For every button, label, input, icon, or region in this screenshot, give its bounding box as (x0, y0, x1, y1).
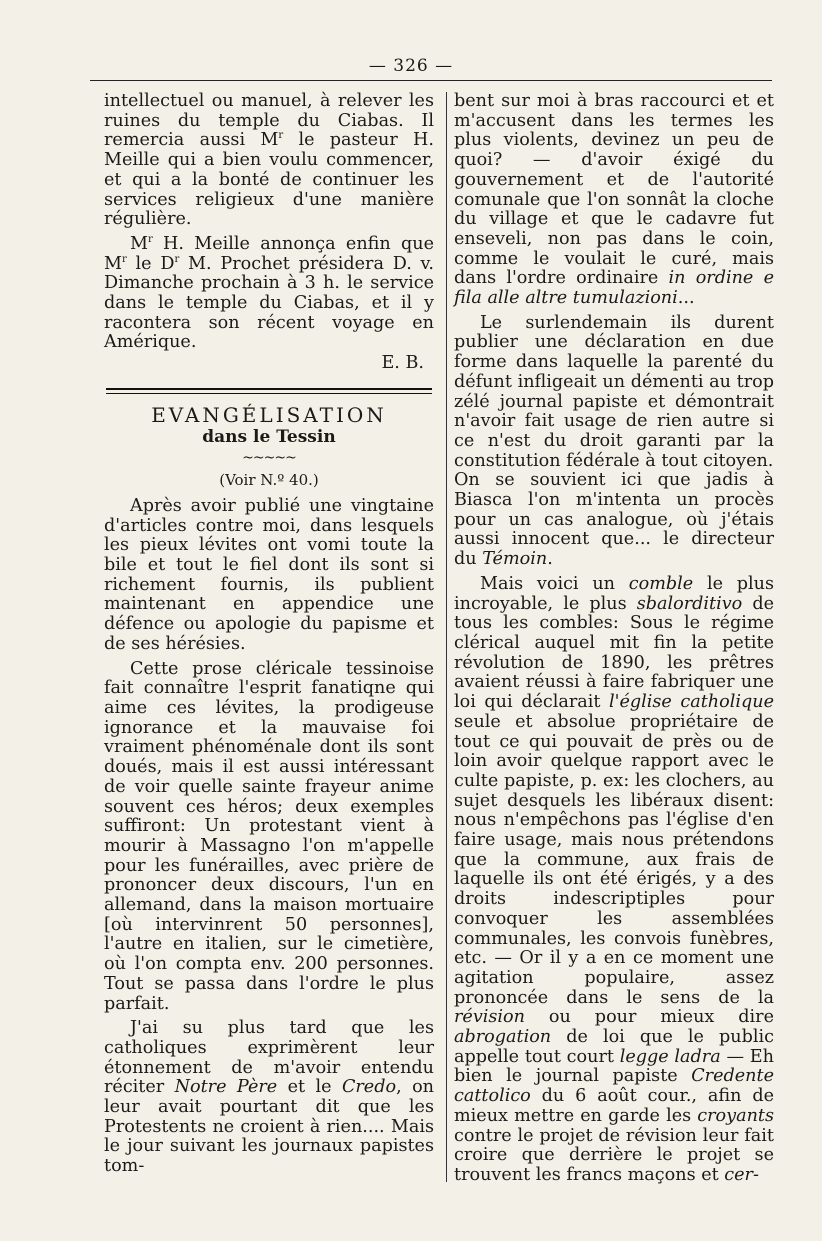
section-title: EVANGÉLISATION (151, 402, 387, 427)
paragraph: Le surlendemain ils durent publier une déclaration en due forme dans laquelle la parenté du défunt infligeait un démenti au trop zélé journal papiste et démontrait n'avoir fait usage de rien autre si ce n'est du droit garanti par la constitution fédérale à tout citoyen. (454, 312, 774, 471)
paragraph: Après avoir publié une vingtaine d'articles contre moi, dans lesquels les pieux lévites ont vomi toute la bile et tout le fiel dont ils sont si richement fournis, ils publient maintenant en appendice une défence ou apologie du papisme et de ses hérésies. (104, 495, 434, 654)
paragraph: Mais voici un comble le plus incroyable, le plus sbalorditivo de tous les combles: Sous le régime clérical auquel mit fin la petite révolution de 1890, les prêtres avaient réussi à faire fabriquer une loi qui déclarait l'église catholique seule et absolue propriétaire de tout ce qui pouvait de près ou de loin avoir quelque rapport avec le culte papiste, p. ex: les clochers, au sujet desquels les libéraux disent: nous n'empêchons pas l'église d'en faire usage, mais nous prétendons que la commune, aux frais de laquelle ils ont été érigés, y a des droits indescriptiples pour convoquer les assemblées communales, les convois funèbres, etc. — Or il y a en ce moment une agitation populaire, assez prononcée dans le sens de la révision ou pour mieux dire abrogation de loi que le public appelle tout court legge ladra — Eh bien le journal papiste Credente cattolico du 6 août cour., afin de mieux mettre en garde les croyants contre le projet de révision leur fait croire que derrière le projet se trouvent les francs maçons et cer- (454, 573, 774, 1185)
section-subtitle: dans le Tessin (202, 426, 336, 447)
paragraph: Cette prose cléricale tessinoise fait connaître l'esprit fanatiqne qui aime ces lévites, la prodigeuse ignorance et la mauvaise foi vraiment phénoménale dont ils sont doués, mais il est aussi intéressant de voir quelle sainte frayeur anime souvent ces héros; deux exemples suffiront: Un protestant vient à mourir à Massagno l'on m'appelle pour les funérailles, avec prière de prononcer deux discours, l'un en allemand, dans la maison mortuaire [où intervinrent 50 personnes], l'autre en italien, sur le cimetière, où l'on compta env. 200 personnes. Tout se passa dans l'ordre le plus parfait. (104, 658, 434, 1014)
paragraph: J'ai su plus tard que les catholiques exprimèrent leur étonnement de m'avoir entendu réciter Notre Père et le Credo, on leur avait pourtant dit que les Protestents ne croient à rien.... Mais le jour suivant les journaux papistes tom- (104, 1018, 434, 1177)
left-column (104, 92, 434, 1177)
right-column (454, 92, 774, 1186)
section-divider (106, 388, 432, 394)
signature: E. B. (381, 353, 424, 374)
paragraph: $M^r$ H. Meille annonça enfin que $M^r$ le $D^r$ M. Prochet présidera D. v. Dimanche prochain à 3 h. le service dans le temple du Ciabas, et il y racontera son récent voyage en Amérique. (104, 233, 434, 353)
column-separator (446, 92, 447, 1182)
ornament: ~~~~~ (242, 450, 296, 467)
reference-note: (Voir N.º 40.) (219, 471, 319, 490)
paragraph: On se souvient ici que jadis à Biasca l'on m'intenta un procès pour un cas analogue, où j'étais aussi innocent que... le directeur du Témoin. (454, 470, 774, 570)
paragraph: intellectuel ou manuel, à relever les ruines du temple du Ciabas. Il remercia aussi $M^r$ le pasteur H. Meille qui a bien voulu commencer, et qui a la bonté de continuer les services religieux d'une manière régulière. (104, 91, 434, 230)
page-number: — 326 — (368, 56, 454, 76)
header-rule (90, 80, 772, 81)
paragraph: bent sur moi à bras raccourci et et m'accusent dans les termes les plus violents, devinez un peu de quoi? — d'avoir éxigé du gouvernement et de l'autorité comunale que l'on sonnât la cloche du village et que le cadavre fut enseveli, non pas dans le coin, comme le voulait le curé, mais dans l'ordre ordinaire in ordine e fila alle altre tumulazioni... (454, 91, 774, 309)
